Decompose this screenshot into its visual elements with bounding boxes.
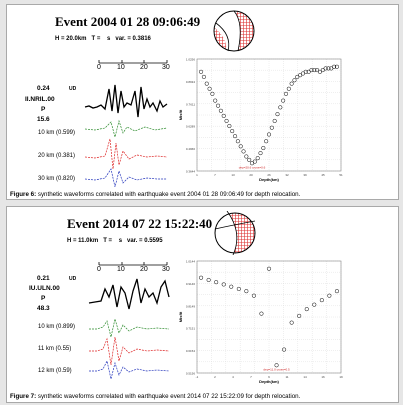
x-tick-label: 7 xyxy=(214,173,216,177)
focal-mechanism-beachball xyxy=(212,9,256,53)
data-point xyxy=(216,104,220,108)
station-name: IU.ULN.00 xyxy=(29,285,60,292)
x-tick-label: 4 xyxy=(232,375,234,379)
observed-waveform xyxy=(85,85,167,117)
time-tick: 20 xyxy=(140,64,148,71)
y-tick-label: 0.6154 xyxy=(185,349,195,354)
phase-label: P xyxy=(41,106,46,113)
data-point xyxy=(199,276,203,280)
observed-waveform xyxy=(89,279,169,309)
depth-label: 30 km (0.820) xyxy=(38,176,76,182)
x-axis-label: Depth(km) xyxy=(259,379,279,384)
data-point xyxy=(290,82,294,86)
time-tick: 20 xyxy=(140,266,148,273)
data-point xyxy=(282,348,286,352)
x-tick-label: 51 xyxy=(339,173,343,177)
time-tick: 30 xyxy=(162,64,170,71)
y-tick-label: 0.7611 xyxy=(186,102,195,107)
x-tick-label: 7 xyxy=(250,375,252,379)
data-point xyxy=(207,278,211,282)
data-point xyxy=(253,160,257,164)
data-point xyxy=(225,119,229,123)
x-tick-label: 45 xyxy=(321,173,325,177)
data-point xyxy=(213,99,217,103)
time-tick: 10 xyxy=(117,64,125,71)
waveform-traces xyxy=(75,267,175,379)
time-tick: 10 xyxy=(117,266,125,273)
x-tick-label: 9 xyxy=(268,375,270,379)
data-point xyxy=(281,99,285,103)
data-point xyxy=(279,106,283,110)
x-tick-label: 39 xyxy=(303,173,307,177)
event-title: Event 2004 01 28 09:06:49 xyxy=(55,14,201,29)
data-point xyxy=(305,307,309,311)
synthetic-11km xyxy=(89,337,169,365)
x-tick-label: 1 xyxy=(196,173,198,177)
component-label: UD xyxy=(69,86,77,92)
data-point xyxy=(202,75,206,79)
misfit-depth-chart xyxy=(177,55,345,183)
synthetic-30km xyxy=(85,169,167,187)
data-point xyxy=(229,285,233,289)
focal-mechanism-beachball xyxy=(213,211,257,255)
y-tick-label: 0.9146 xyxy=(185,281,195,286)
x-tick-label: 19 xyxy=(339,375,343,379)
amplitude-value: 0.21 xyxy=(37,275,50,282)
synthetic-10km xyxy=(85,121,167,137)
data-point xyxy=(222,283,226,287)
synthetic-12km xyxy=(89,361,169,379)
depth-label: 11 km (0.55) xyxy=(38,346,72,352)
y-axis-label: Misfit xyxy=(178,109,183,121)
misfit-depth-chart xyxy=(177,257,345,385)
data-point xyxy=(205,82,209,86)
data-point xyxy=(262,146,266,150)
y-tick-label: 0.5156 xyxy=(185,371,195,376)
data-point xyxy=(208,87,212,91)
best-depth-annotation: dep=11.0 cross=0.5 xyxy=(263,367,290,372)
caption-text: synthetic waveforms correlated with earthquake event 2014 07 22 15:22:09 for depth relocation. xyxy=(36,393,301,400)
y-tick-label: 0.6289 xyxy=(185,124,195,129)
x-tick-label: 2 xyxy=(214,375,216,379)
data-point xyxy=(320,298,324,302)
figure-caption xyxy=(10,191,300,198)
data-point xyxy=(237,287,241,291)
data-point xyxy=(312,303,316,307)
x-axis-label: Depth(km) xyxy=(259,177,279,182)
time-tick: 0 xyxy=(97,64,101,71)
caption-label: Figure 6: xyxy=(10,191,37,198)
data-point xyxy=(259,151,263,155)
data-point xyxy=(260,312,264,316)
figure-caption xyxy=(10,393,300,400)
phase-label: P xyxy=(41,295,46,302)
y-tick-label: 0.8149 xyxy=(185,304,195,309)
distance-value: 15.6 xyxy=(37,116,50,123)
component-label: UD xyxy=(69,276,77,282)
event-params: H = 11.0km T = s var. = 0.5595 xyxy=(67,238,163,244)
data-point xyxy=(335,289,339,293)
data-point xyxy=(287,87,291,91)
data-point xyxy=(276,112,280,116)
amplitude-value: 0.24 xyxy=(37,85,50,92)
y-axis-label: Misfit xyxy=(178,311,183,323)
data-point xyxy=(245,155,249,159)
y-tick-label: 0.3644 xyxy=(185,169,195,174)
y-tick-label: 1.0144 xyxy=(185,259,195,264)
x-tick-label: 11 xyxy=(285,375,289,379)
waveform-traces xyxy=(75,77,175,187)
x-tick-label: 32 xyxy=(285,173,289,177)
figure-7-panel xyxy=(6,206,399,403)
data-point xyxy=(270,126,274,130)
data-point xyxy=(219,109,223,113)
data-point xyxy=(256,156,260,160)
synthetic-10km xyxy=(89,319,169,337)
synthetic-20km xyxy=(85,139,167,169)
y-tick-label: 1.0256 xyxy=(185,57,195,62)
data-point xyxy=(214,280,218,284)
data-point xyxy=(293,78,297,82)
data-point xyxy=(211,92,215,96)
data-point xyxy=(230,129,234,133)
data-point xyxy=(239,145,243,149)
data-point xyxy=(242,150,246,154)
y-tick-label: 0.4966 xyxy=(185,147,195,152)
time-tick: 0 xyxy=(97,266,101,273)
data-point xyxy=(290,321,294,325)
best-depth-annotation: dep=20.6 cross=0.6 xyxy=(238,165,266,170)
data-point xyxy=(273,119,277,123)
data-point xyxy=(236,139,240,143)
depth-label: 10 km (0.899) xyxy=(38,324,76,330)
x-tick-label: -1 xyxy=(195,375,199,379)
x-tick-label: 16 xyxy=(321,375,325,379)
data-point xyxy=(222,114,226,118)
time-tick: 30 xyxy=(162,266,170,273)
x-tick-label: 13 xyxy=(231,173,235,177)
distance-value: 48.3 xyxy=(37,305,50,312)
x-tick-label: 26 xyxy=(267,173,271,177)
depth-label: 20 km (0.381) xyxy=(38,153,76,159)
depth-label: 10 km (0.599) xyxy=(38,130,76,136)
data-point xyxy=(199,70,203,74)
y-tick-label: 0.7151 xyxy=(185,326,195,331)
caption-text: synthetic waveforms correlated with earthquake event 2004 01 28 09:06:49 for depth relocation. xyxy=(36,191,301,198)
depth-label: 12 km (0.59) xyxy=(38,368,72,374)
caption-label: Figure 7: xyxy=(10,393,37,400)
data-point xyxy=(264,139,268,143)
figure-6-panel xyxy=(6,4,399,200)
station-name: II.NRIL.00 xyxy=(25,96,55,103)
event-title: Event 2014 07 22 15:22:40 xyxy=(67,216,213,231)
data-point xyxy=(245,289,249,293)
x-tick-label: 14 xyxy=(303,375,307,379)
y-tick-label: 0.8934 xyxy=(185,79,195,84)
x-tick-label: 20 xyxy=(249,173,253,177)
event-params: H = 20.0km T = s var. = 0.3816 xyxy=(55,36,151,42)
